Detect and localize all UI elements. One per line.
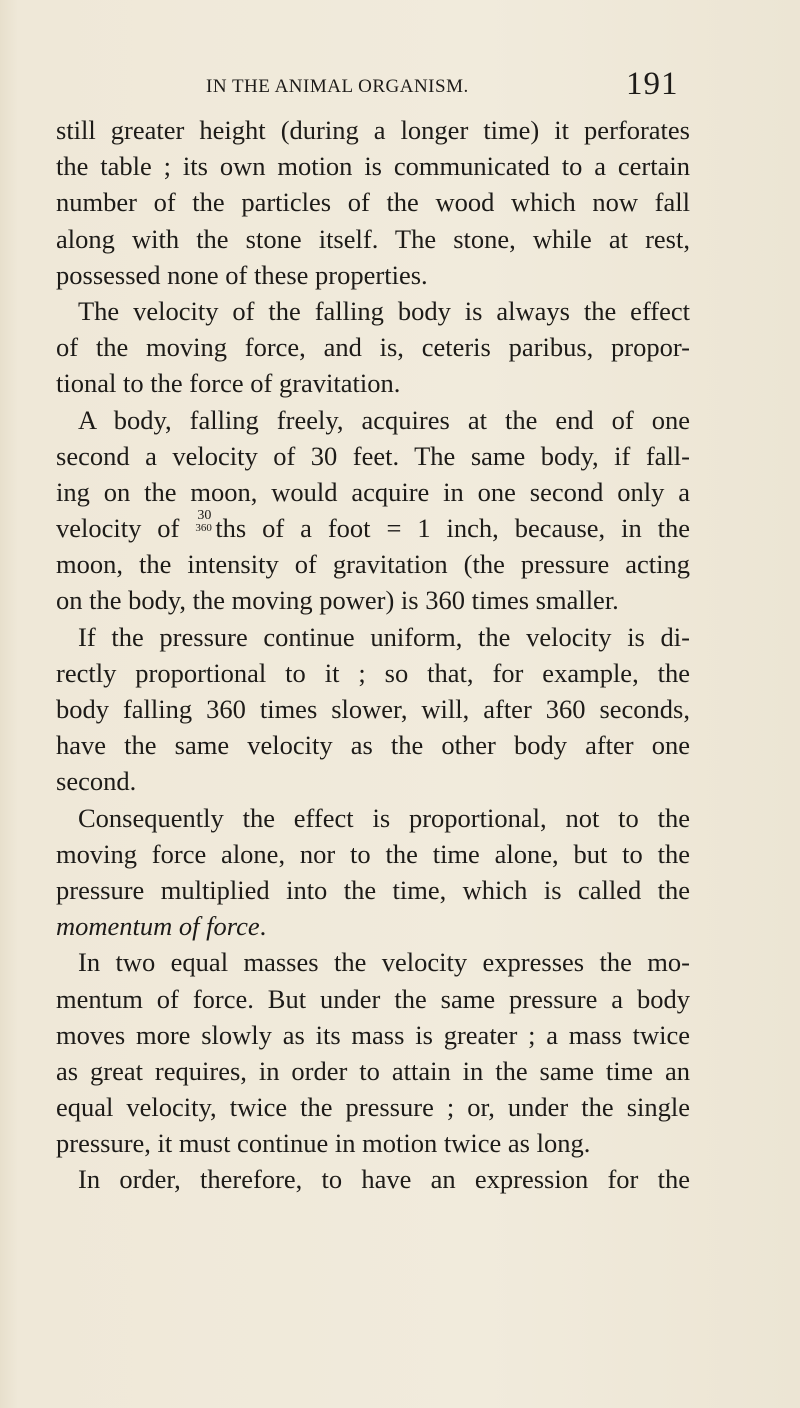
text-segment: ths of a foot = 1 inch, because, in the <box>215 513 691 544</box>
text-line: as great requires, in order to attain in the same time an <box>56 1055 690 1086</box>
text-line: The velocity of the falling body is always the effect <box>78 295 690 326</box>
page-number: 191 <box>626 66 679 102</box>
text-line-with-fraction <box>56 510 690 546</box>
text-segment: velocity of <box>56 513 180 544</box>
italic-term: momentum of force <box>56 911 260 942</box>
text-line: number of the particles of the wood which now fall <box>56 187 690 218</box>
text-line: of the moving force, and is, ceteris paribus, propor- <box>56 332 690 363</box>
text-line: moving force alone, nor to the time alone, but to the <box>56 838 690 869</box>
fraction-numerator: 30 <box>197 508 212 524</box>
page-header <box>0 66 800 112</box>
text-line: If the pressure continue uniform, the velocity is di- <box>78 621 690 652</box>
body-text <box>56 112 690 1198</box>
text-line: still greater height (during a longer time) it perforates <box>56 115 690 145</box>
text-line <box>56 908 690 944</box>
text-line: In order, therefore, to have an expression for the <box>78 1164 690 1195</box>
text-line: Consequently the effect is proportional, not to the <box>78 802 690 833</box>
fraction-denominator: 360 <box>195 522 212 535</box>
period: . <box>259 911 267 942</box>
text-line: rectly proportional to it ; so that, for example, the <box>56 657 690 688</box>
text-line: ing on the moon, would acquire in one second only a <box>56 476 690 507</box>
text-line: the table ; its own motion is communicated to a certain <box>56 151 690 182</box>
text-line: equal velocity, twice the pressure ; or, under the single <box>56 1092 690 1123</box>
text-line: possessed none of these properties. <box>56 259 428 290</box>
text-line: along with the stone itself. The stone, while at rest, <box>56 223 690 254</box>
text-line: moves more slowly as its mass is greater ; a mass twice <box>56 1019 690 1050</box>
text-line: body falling 360 times slower, will, after 360 seconds, <box>56 694 690 724</box>
text-line: have the same velocity as the other body after one <box>56 730 690 761</box>
text-line: tional to the force of gravitation. <box>56 368 401 399</box>
text-line: on the body, the moving power) is 360 times smaller. <box>56 585 619 616</box>
fraction <box>195 508 215 539</box>
text-line: second. <box>56 766 137 797</box>
running-title: IN THE ANIMAL ORGANISM. <box>206 76 469 97</box>
text-line: pressure, it must continue in motion twice as long. <box>56 1128 591 1159</box>
text-line: moon, the intensity of gravitation (the pressure acting <box>56 549 690 580</box>
text-line: mentum of force. But under the same pressure a body <box>56 983 690 1014</box>
text-line: A body, falling freely, acquires at the end of one <box>78 404 690 435</box>
text-line: In two equal masses the velocity expresses the mo- <box>78 947 690 978</box>
text-line: pressure multiplied into the time, which is called the <box>56 874 690 905</box>
text-line: second a velocity of 30 feet. The same body, if fall- <box>56 440 690 471</box>
